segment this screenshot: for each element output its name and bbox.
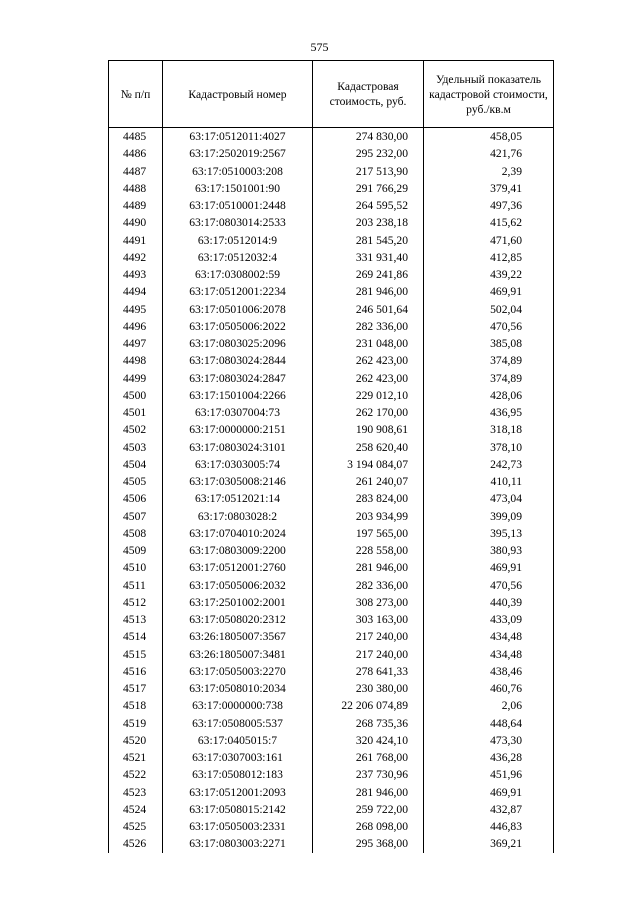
table-row bbox=[109, 128, 554, 146]
cadastral-cost: 217 240,00 bbox=[313, 628, 424, 645]
row-number: 4516 bbox=[109, 663, 163, 680]
table-row bbox=[109, 628, 554, 645]
table-row bbox=[109, 283, 554, 300]
row-number: 4494 bbox=[109, 283, 163, 300]
row-number: 4507 bbox=[109, 508, 163, 525]
specific-indicator: 458,05 bbox=[424, 128, 554, 146]
specific-indicator: 428,06 bbox=[424, 387, 554, 404]
specific-indicator: 448,64 bbox=[424, 715, 554, 732]
specific-indicator: 369,21 bbox=[424, 835, 554, 852]
cadastral-cost: 291 766,29 bbox=[313, 180, 424, 197]
row-number: 4491 bbox=[109, 232, 163, 249]
table-row bbox=[109, 439, 554, 456]
row-number: 4519 bbox=[109, 715, 163, 732]
cadastral-cost: 269 241,86 bbox=[313, 266, 424, 283]
cadastral-cost: 278 641,33 bbox=[313, 663, 424, 680]
cadastral-number: 63:17:0512021:14 bbox=[163, 490, 313, 507]
row-number: 4525 bbox=[109, 818, 163, 835]
header-specific-indicator: Удельный показатель кадастровой стоимости, руб./кв.м bbox=[424, 61, 554, 128]
row-number: 4513 bbox=[109, 611, 163, 628]
row-number: 4499 bbox=[109, 370, 163, 387]
table-row bbox=[109, 697, 554, 714]
specific-indicator: 436,95 bbox=[424, 404, 554, 421]
specific-indicator: 497,36 bbox=[424, 197, 554, 214]
row-number: 4517 bbox=[109, 680, 163, 697]
cadastral-number: 63:17:0510003:208 bbox=[163, 163, 313, 180]
cadastral-number: 63:17:0512001:2234 bbox=[163, 283, 313, 300]
table-row bbox=[109, 784, 554, 801]
table-row bbox=[109, 801, 554, 818]
cadastral-cost: 22 206 074,89 bbox=[313, 697, 424, 714]
cadastral-number: 63:17:0803003:2271 bbox=[163, 835, 313, 852]
cadastral-number: 63:17:0307004:73 bbox=[163, 404, 313, 421]
cadastral-number: 63:17:0803014:2533 bbox=[163, 214, 313, 231]
cadastral-cost: 259 722,00 bbox=[313, 801, 424, 818]
table-row bbox=[109, 335, 554, 352]
cadastral-number: 63:17:0305008:2146 bbox=[163, 473, 313, 490]
cadastral-number: 63:17:2502019:2567 bbox=[163, 145, 313, 162]
row-number: 4486 bbox=[109, 145, 163, 162]
table-row bbox=[109, 163, 554, 180]
cadastral-number: 63:17:0803024:3101 bbox=[163, 439, 313, 456]
row-number: 4490 bbox=[109, 214, 163, 231]
cadastral-cost: 308 273,00 bbox=[313, 594, 424, 611]
specific-indicator: 446,83 bbox=[424, 818, 554, 835]
row-number: 4489 bbox=[109, 197, 163, 214]
cadastral-number: 63:17:0512032:4 bbox=[163, 249, 313, 266]
header-cadastral-cost: Кадастровая стоимость, руб. bbox=[313, 61, 424, 128]
cadastral-cost: 203 934,99 bbox=[313, 508, 424, 525]
cadastral-cost: 237 730,96 bbox=[313, 766, 424, 783]
table-row bbox=[109, 301, 554, 318]
cadastral-number: 63:17:0803024:2844 bbox=[163, 352, 313, 369]
row-number: 4526 bbox=[109, 835, 163, 852]
cadastral-number: 63:17:0505003:2331 bbox=[163, 818, 313, 835]
specific-indicator: 460,76 bbox=[424, 680, 554, 697]
header-num: № п/п bbox=[109, 61, 163, 128]
cadastral-cost: 262 423,00 bbox=[313, 370, 424, 387]
cadastral-number: 63:17:0510001:2448 bbox=[163, 197, 313, 214]
cadastral-cost: 274 830,00 bbox=[313, 128, 424, 146]
cadastral-cost: 3 194 084,07 bbox=[313, 456, 424, 473]
cadastral-number: 63:17:0505003:2270 bbox=[163, 663, 313, 680]
cadastral-cost: 262 423,00 bbox=[313, 352, 424, 369]
cadastral-number: 63:17:0508020:2312 bbox=[163, 611, 313, 628]
row-number: 4523 bbox=[109, 784, 163, 801]
row-number: 4487 bbox=[109, 163, 163, 180]
table-row bbox=[109, 749, 554, 766]
cadastral-cost: 268 098,00 bbox=[313, 818, 424, 835]
cadastral-cost: 246 501,64 bbox=[313, 301, 424, 318]
cadastral-cost: 281 545,20 bbox=[313, 232, 424, 249]
cadastral-cost: 228 558,00 bbox=[313, 542, 424, 559]
row-number: 4505 bbox=[109, 473, 163, 490]
cadastral-number: 63:17:0505006:2032 bbox=[163, 577, 313, 594]
row-number: 4485 bbox=[109, 128, 163, 146]
row-number: 4518 bbox=[109, 697, 163, 714]
table-row bbox=[109, 370, 554, 387]
specific-indicator: 434,48 bbox=[424, 646, 554, 663]
specific-indicator: 242,73 bbox=[424, 456, 554, 473]
specific-indicator: 438,46 bbox=[424, 663, 554, 680]
specific-indicator: 379,41 bbox=[424, 180, 554, 197]
specific-indicator: 318,18 bbox=[424, 421, 554, 438]
specific-indicator: 433,09 bbox=[424, 611, 554, 628]
row-number: 4496 bbox=[109, 318, 163, 335]
page-number: 575 bbox=[310, 40, 329, 54]
table-row bbox=[109, 835, 554, 852]
cadastral-number: 63:17:1501004:2266 bbox=[163, 387, 313, 404]
row-number: 4501 bbox=[109, 404, 163, 421]
row-number: 4511 bbox=[109, 577, 163, 594]
row-number: 4514 bbox=[109, 628, 163, 645]
cadastral-table bbox=[108, 60, 554, 853]
specific-indicator: 470,56 bbox=[424, 577, 554, 594]
cadastral-number: 63:17:0803028:2 bbox=[163, 508, 313, 525]
table-row bbox=[109, 818, 554, 835]
cadastral-number: 63:17:0307003:161 bbox=[163, 749, 313, 766]
row-number: 4492 bbox=[109, 249, 163, 266]
row-number: 4524 bbox=[109, 801, 163, 818]
table-row bbox=[109, 145, 554, 162]
table-row bbox=[109, 249, 554, 266]
cadastral-number: 63:17:0508005:537 bbox=[163, 715, 313, 732]
row-number: 4509 bbox=[109, 542, 163, 559]
table-row bbox=[109, 577, 554, 594]
table-row bbox=[109, 732, 554, 749]
cadastral-cost: 282 336,00 bbox=[313, 318, 424, 335]
row-number: 4503 bbox=[109, 439, 163, 456]
specific-indicator: 415,62 bbox=[424, 214, 554, 231]
row-number: 4506 bbox=[109, 490, 163, 507]
header-row bbox=[109, 61, 554, 128]
cadastral-number: 63:17:0505006:2022 bbox=[163, 318, 313, 335]
table-row bbox=[109, 646, 554, 663]
specific-indicator: 451,96 bbox=[424, 766, 554, 783]
cadastral-number: 63:17:0803009:2200 bbox=[163, 542, 313, 559]
cadastral-cost: 231 048,00 bbox=[313, 335, 424, 352]
header-cadastral-number: Кадастровый номер bbox=[163, 61, 313, 128]
table-row bbox=[109, 680, 554, 697]
cadastral-cost: 282 336,00 bbox=[313, 577, 424, 594]
specific-indicator: 439,22 bbox=[424, 266, 554, 283]
table-row bbox=[109, 611, 554, 628]
specific-indicator: 434,48 bbox=[424, 628, 554, 645]
specific-indicator: 469,91 bbox=[424, 784, 554, 801]
table-row bbox=[109, 214, 554, 231]
table-body bbox=[109, 128, 554, 853]
cadastral-number: 63:17:0308002:59 bbox=[163, 266, 313, 283]
cadastral-number: 63:26:1805007:3481 bbox=[163, 646, 313, 663]
specific-indicator: 470,56 bbox=[424, 318, 554, 335]
specific-indicator: 469,91 bbox=[424, 283, 554, 300]
cadastral-cost: 303 163,00 bbox=[313, 611, 424, 628]
cadastral-cost: 295 232,00 bbox=[313, 145, 424, 162]
row-number: 4515 bbox=[109, 646, 163, 663]
specific-indicator: 385,08 bbox=[424, 335, 554, 352]
table-row bbox=[109, 404, 554, 421]
cadastral-cost: 262 170,00 bbox=[313, 404, 424, 421]
row-number: 4521 bbox=[109, 749, 163, 766]
row-number: 4488 bbox=[109, 180, 163, 197]
specific-indicator: 436,28 bbox=[424, 749, 554, 766]
specific-indicator: 395,13 bbox=[424, 525, 554, 542]
cadastral-number: 63:17:0508010:2034 bbox=[163, 680, 313, 697]
specific-indicator: 432,87 bbox=[424, 801, 554, 818]
table-row bbox=[109, 525, 554, 542]
table-row bbox=[109, 542, 554, 559]
row-number: 4520 bbox=[109, 732, 163, 749]
specific-indicator: 380,93 bbox=[424, 542, 554, 559]
cadastral-number: 63:26:1805007:3567 bbox=[163, 628, 313, 645]
table-row bbox=[109, 266, 554, 283]
cadastral-cost: 217 240,00 bbox=[313, 646, 424, 663]
row-number: 4502 bbox=[109, 421, 163, 438]
cadastral-cost: 281 946,00 bbox=[313, 784, 424, 801]
table-row bbox=[109, 232, 554, 249]
cadastral-number: 63:17:1501001:90 bbox=[163, 180, 313, 197]
cadastral-number: 63:17:0508015:2142 bbox=[163, 801, 313, 818]
cadastral-number: 63:17:0000000:738 bbox=[163, 697, 313, 714]
table-row bbox=[109, 421, 554, 438]
table-row bbox=[109, 559, 554, 576]
table-row bbox=[109, 508, 554, 525]
specific-indicator: 2,39 bbox=[424, 163, 554, 180]
table-row bbox=[109, 456, 554, 473]
specific-indicator: 410,11 bbox=[424, 473, 554, 490]
cadastral-cost: 264 595,52 bbox=[313, 197, 424, 214]
row-number: 4522 bbox=[109, 766, 163, 783]
table-row bbox=[109, 663, 554, 680]
row-number: 4508 bbox=[109, 525, 163, 542]
table-row bbox=[109, 490, 554, 507]
row-number: 4500 bbox=[109, 387, 163, 404]
row-number: 4497 bbox=[109, 335, 163, 352]
specific-indicator: 374,89 bbox=[424, 370, 554, 387]
specific-indicator: 469,91 bbox=[424, 559, 554, 576]
table-row bbox=[109, 715, 554, 732]
cadastral-number: 63:17:0512014:9 bbox=[163, 232, 313, 249]
cadastral-cost: 283 824,00 bbox=[313, 490, 424, 507]
cadastral-number: 63:17:0405015:7 bbox=[163, 732, 313, 749]
cadastral-number: 63:17:0508012:183 bbox=[163, 766, 313, 783]
cadastral-cost: 197 565,00 bbox=[313, 525, 424, 542]
cadastral-number: 63:17:0000000:2151 bbox=[163, 421, 313, 438]
specific-indicator: 2,06 bbox=[424, 697, 554, 714]
cadastral-number: 63:17:0803024:2847 bbox=[163, 370, 313, 387]
cadastral-cost: 281 946,00 bbox=[313, 283, 424, 300]
table-row bbox=[109, 766, 554, 783]
specific-indicator: 473,30 bbox=[424, 732, 554, 749]
cadastral-cost: 229 012,10 bbox=[313, 387, 424, 404]
cadastral-number: 63:17:0512011:4027 bbox=[163, 128, 313, 146]
cadastral-cost: 320 424,10 bbox=[313, 732, 424, 749]
cadastral-cost: 331 931,40 bbox=[313, 249, 424, 266]
cadastral-cost: 268 735,36 bbox=[313, 715, 424, 732]
specific-indicator: 421,76 bbox=[424, 145, 554, 162]
cadastral-number: 63:17:0704010:2024 bbox=[163, 525, 313, 542]
table-row bbox=[109, 352, 554, 369]
cadastral-number: 63:17:2501002:2001 bbox=[163, 594, 313, 611]
cadastral-number: 63:17:0512001:2760 bbox=[163, 559, 313, 576]
cadastral-number: 63:17:0501006:2078 bbox=[163, 301, 313, 318]
cadastral-cost: 281 946,00 bbox=[313, 559, 424, 576]
cadastral-number: 63:17:0512001:2093 bbox=[163, 784, 313, 801]
table-row bbox=[109, 318, 554, 335]
table-header bbox=[109, 61, 554, 128]
cadastral-cost: 261 240,07 bbox=[313, 473, 424, 490]
table-row bbox=[109, 197, 554, 214]
row-number: 4498 bbox=[109, 352, 163, 369]
row-number: 4495 bbox=[109, 301, 163, 318]
table-row bbox=[109, 594, 554, 611]
row-number: 4510 bbox=[109, 559, 163, 576]
cadastral-cost: 258 620,40 bbox=[313, 439, 424, 456]
table-row bbox=[109, 180, 554, 197]
specific-indicator: 378,10 bbox=[424, 439, 554, 456]
specific-indicator: 440,39 bbox=[424, 594, 554, 611]
cadastral-number: 63:17:0303005:74 bbox=[163, 456, 313, 473]
cadastral-cost: 190 908,61 bbox=[313, 421, 424, 438]
cadastral-number: 63:17:0803025:2096 bbox=[163, 335, 313, 352]
cadastral-cost: 217 513,90 bbox=[313, 163, 424, 180]
table-row bbox=[109, 387, 554, 404]
row-number: 4493 bbox=[109, 266, 163, 283]
specific-indicator: 412,85 bbox=[424, 249, 554, 266]
specific-indicator: 374,89 bbox=[424, 352, 554, 369]
row-number: 4504 bbox=[109, 456, 163, 473]
cadastral-cost: 295 368,00 bbox=[313, 835, 424, 852]
specific-indicator: 471,60 bbox=[424, 232, 554, 249]
specific-indicator: 473,04 bbox=[424, 490, 554, 507]
cadastral-cost: 203 238,18 bbox=[313, 214, 424, 231]
specific-indicator: 399,09 bbox=[424, 508, 554, 525]
row-number: 4512 bbox=[109, 594, 163, 611]
table-row bbox=[109, 473, 554, 490]
cadastral-cost: 230 380,00 bbox=[313, 680, 424, 697]
cadastral-cost: 261 768,00 bbox=[313, 749, 424, 766]
specific-indicator: 502,04 bbox=[424, 301, 554, 318]
